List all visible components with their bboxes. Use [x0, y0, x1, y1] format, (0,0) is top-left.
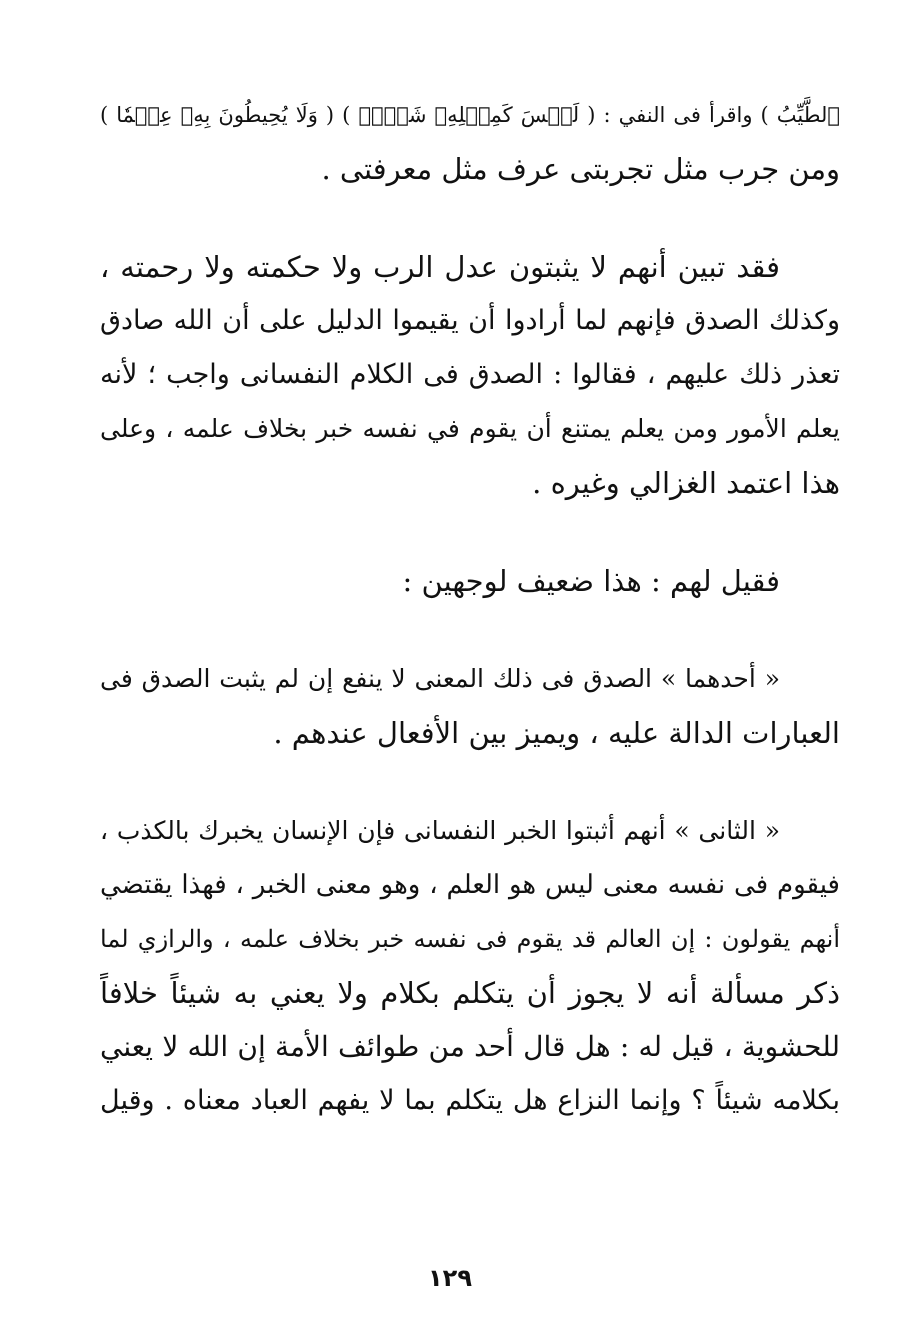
text-line: أنهم يقولون : إن العالم قد يقوم فى نفسه خبر بخلاف علمه ، والرازي لما — [100, 925, 840, 953]
text-line: العبارات الدالة عليه ، ويميز بين الأفعال عندهم . — [273, 716, 840, 750]
text-line: يعلم الأمور ومن يعلم يمتنع أن يقوم في نفسه خبر بخلاف علمه ، وعلى — [100, 414, 840, 443]
text-line: فيقوم فى نفسه معنى ليس هو العلم ، وهو معنى الخبر ، فهذا يقتضي — [100, 870, 840, 900]
paragraph-gap — [100, 608, 840, 652]
paragraph — [100, 88, 840, 196]
text-line: فقد تبين أنهم لا يثبتون عدل الرب ولا حكمته ولا رحمته ، — [100, 250, 780, 284]
paragraph-gap — [100, 510, 840, 554]
text-line: « أحدهما » الصدق فى ذلك المعنى لا ينفع إن لم يثبت الصدق فى — [100, 664, 780, 693]
paragraph — [100, 240, 840, 510]
text-line: تعذر ذلك عليهم ، فقالوا : الصدق فى الكلام النفسانى واجب ؛ لأنه — [100, 359, 840, 390]
paragraph-gap — [100, 760, 840, 804]
page-body — [100, 88, 840, 1128]
text-line: وكذلك الصدق فإنهم لما أرادوا أن يقيموا الدليل على أن الله صادق — [100, 305, 840, 336]
text-line: للحشوية ، قيل له : هل قال أحد من طوائف الأمة إن الله لا يعني — [100, 1030, 840, 1063]
paragraph-gap — [100, 196, 840, 240]
paragraph — [100, 804, 840, 1128]
text-line: هذا اعتمد الغزالي وغيره . — [532, 466, 840, 500]
text-line: ومن جرب مثل تجربتى عرف مثل معرفتى . — [321, 152, 840, 186]
paragraph — [100, 554, 840, 608]
text-line: « الثانى » أنهم أثبتوا الخبر النفسانى فإن الإنسان يخبرك بالكذب ، — [100, 816, 780, 845]
text-line: ٱلطَّيِّبُ ) واقرأ فى النفي : ( لَيۡسَ كَمِثۡلِهِۦ شَيۡءٞ ) ( وَلَا يُحِيطُونَ بِهِۦ عِلۡمٗا ) — [100, 103, 840, 127]
paragraph — [100, 652, 840, 760]
text-line: فقيل لهم : هذا ضعيف لوجهين : — [402, 564, 780, 598]
text-line: بكلامه شيئاً ؟ وإنما النزاع هل يتكلم بما لا يفهم العباد معناه . وقيل — [100, 1085, 840, 1116]
page-number: ١٢٩ — [428, 1264, 472, 1292]
text-line: ذكر مسألة أنه لا يجوز أن يتكلم بكلام ولا يعني به شيئاً خلافاً — [100, 976, 840, 1010]
